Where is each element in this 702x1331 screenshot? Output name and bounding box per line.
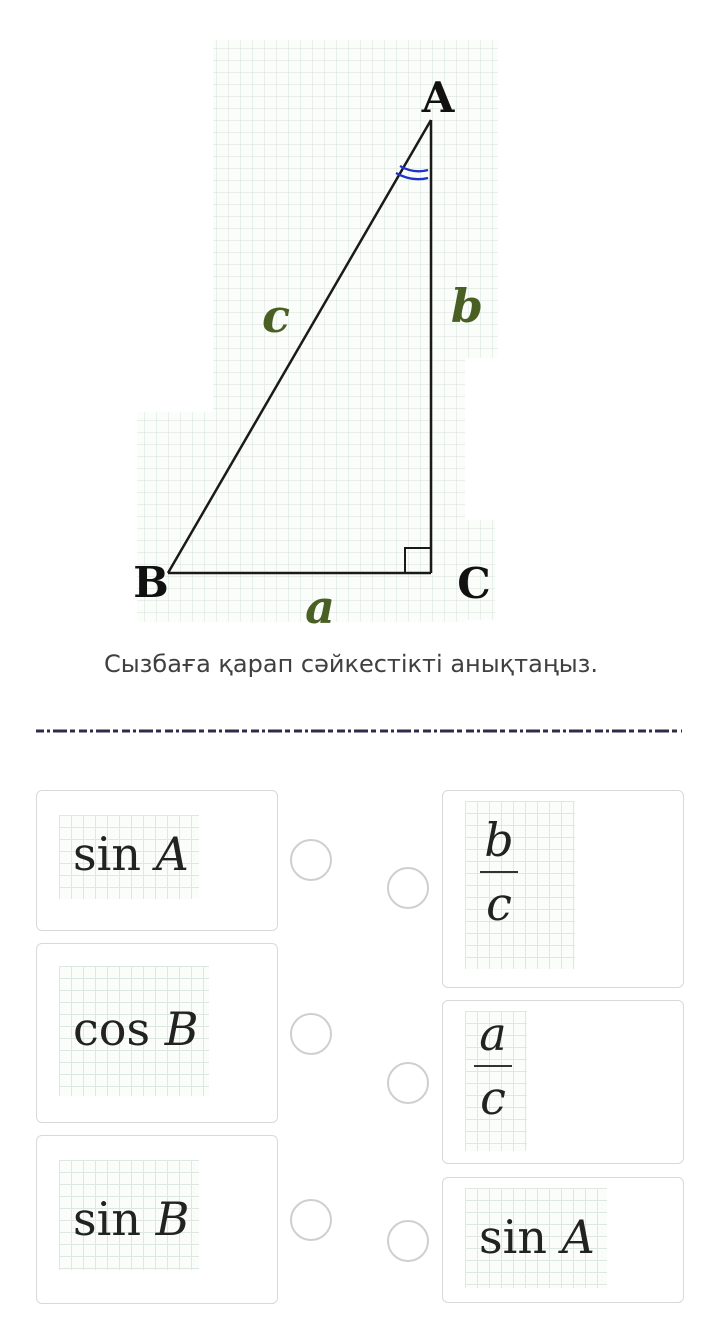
match-left-item-2[interactable] [36,943,278,1123]
expression-sin-a [479,1210,595,1264]
var-name: A [155,827,189,881]
var-name: B [155,1192,190,1246]
triangle-diagram [0,0,702,640]
denominator: c [486,877,512,931]
radio-left-1[interactable] [290,839,332,881]
side-label-b: b [450,279,484,333]
numerator: b [484,813,514,867]
var-name: A [561,1210,595,1264]
radio-right-3[interactable] [387,1220,429,1262]
fraction-bar [474,1065,512,1067]
divider [36,729,682,733]
numerator: a [479,1007,507,1061]
side-label-a: a [305,580,335,634]
match-right-item-3[interactable] [442,1177,684,1303]
vertex-label-a: A [421,73,455,122]
var-name: B [164,1002,199,1056]
func-name: sin [73,827,141,881]
fraction-bar [480,871,518,873]
match-right-item-1[interactable] [442,790,684,988]
vertex-label-b: B [133,558,169,607]
func-name: sin [73,1192,141,1246]
match-left-item-3[interactable] [36,1135,278,1304]
expression-sin-a [73,827,189,881]
radio-right-2[interactable] [387,1062,429,1104]
expression-sin-b [73,1192,189,1246]
func-name: cos [73,1002,151,1056]
radio-left-2[interactable] [290,1013,332,1055]
func-name: sin [479,1210,547,1264]
denominator: c [480,1071,506,1125]
vertex-label-c: C [457,559,491,608]
fraction-b-over-c [473,813,525,931]
fraction-a-over-c [467,1007,519,1125]
radio-left-3[interactable] [290,1199,332,1241]
match-left-item-1[interactable] [36,790,278,931]
match-right-item-2[interactable] [442,1000,684,1164]
side-label-c: c [261,289,291,343]
radio-right-1[interactable] [387,867,429,909]
instruction-text: Сызбаға қарап сәйкестікті анықтаңыз. [103,650,599,678]
expression-cos-b [73,1002,199,1056]
